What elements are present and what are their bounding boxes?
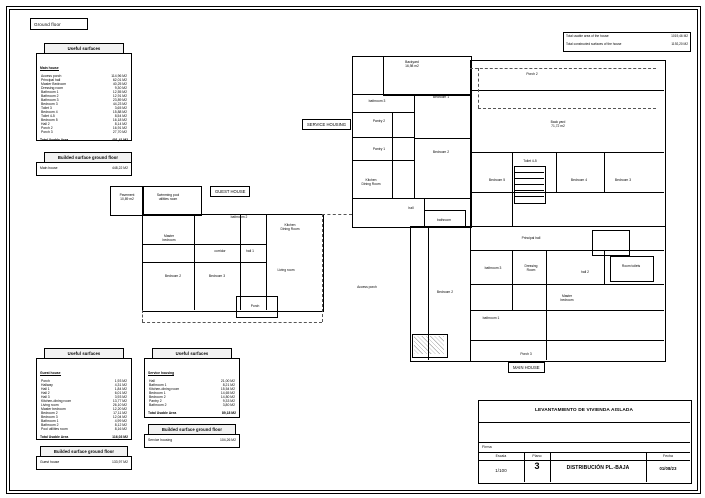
service-housing-built-body [144, 434, 240, 448]
guest-house-built-header-label: Builded surface ground floor [53, 449, 115, 455]
main-house-subtitle: Main house [40, 66, 59, 70]
room-label-bathroom-3: bathroom 3 [368, 99, 386, 103]
guest-wall-1 [142, 244, 266, 245]
surface-row-value: 14,65 M2 [220, 391, 235, 395]
tag-service-housing-label: SERVICE HOUSING [307, 122, 347, 127]
service-wall-7 [414, 94, 415, 198]
surface-row-name: Master bedroom [41, 407, 66, 411]
main-wall-v2 [556, 152, 557, 192]
surface-row-name: Bathroom 2 [41, 423, 59, 427]
room-label-bedroom-3g: Bedroom 3 [208, 274, 226, 278]
stair-step-3 [514, 184, 544, 185]
service-housing-total-row [148, 411, 236, 415]
room-label-toilet-4-5: Toilet 4-5 [523, 159, 537, 163]
surface-row-value: 16,18 M2 [112, 118, 127, 122]
main-house-total-value: 401,41 M2 [111, 138, 128, 142]
surface-row-value: 16,91 M2 [112, 126, 127, 130]
main-house-built-header-label: Builded surface ground floor [57, 155, 119, 161]
surface-row-value: 8,16 M2 [114, 427, 127, 431]
surface-row-name: Pantry 2 [149, 399, 162, 403]
surface-row-name: Bedroom 2 [149, 395, 166, 399]
surface-row-value: 3,65 M2 [114, 106, 127, 110]
surface-row-name: Principal hall [41, 78, 61, 82]
room-label-bedroom-2g: Bedroom 2 [164, 274, 182, 278]
surface-row-name: Living room [41, 403, 59, 407]
surface-row-name: Hall 1 [41, 387, 50, 391]
surface-row-name: Bedroom 2 [41, 411, 58, 415]
main-house-built-body [36, 162, 132, 176]
service-housing-useful-body [144, 358, 240, 418]
main-house-useful-body [36, 53, 132, 141]
surface-row-name: Bathroom 3 [41, 98, 59, 102]
guest-house-useful-header-label: Useful surfaces [67, 351, 101, 357]
main-house-useful-header-label: Useful surfaces [67, 46, 101, 52]
surface-row-value: 27,70 M2 [112, 130, 127, 134]
surface-row-value: 13,77 M2 [112, 399, 127, 403]
surface-row-value: 6,01 M2 [114, 391, 127, 395]
guest-house-built-label: Guest house [40, 460, 60, 464]
surface-row-name: Bathroom 2 [149, 403, 167, 407]
room-label-pantry-2: Pantry 2 [372, 119, 386, 123]
room-label-bathroom-3b: bathroom 3 [484, 266, 502, 270]
surface-row-value: 17,11 M2 [113, 411, 127, 415]
title-block-line1 [478, 422, 690, 423]
total-constructed-row [566, 43, 688, 47]
surface-row-value: 3,93 M2 [114, 395, 127, 399]
main-wall-1 [470, 90, 664, 91]
surface-row-name: Bedroom 5 [41, 118, 58, 122]
surface-row-value: 12,55 M2 [112, 90, 127, 94]
surface-row-name: Toilet 4-5 [41, 114, 55, 118]
surface-row-name: Hall 2 [41, 122, 50, 126]
surface-row-name: Dressing room [41, 86, 64, 90]
fecha-value: 01/08/23 [659, 466, 677, 471]
service-wall-6 [352, 198, 470, 199]
surface-row-value: 1,93 M2 [114, 379, 127, 383]
main-wall-2 [470, 152, 664, 153]
surface-row-name: Bathroom 1 [149, 383, 167, 387]
surface-row-name: Bathroom 1 [41, 90, 59, 94]
surface-row-value: 9,30 M2 [114, 86, 127, 90]
main-house-built-row [40, 166, 128, 170]
service-wall-3 [352, 137, 414, 138]
totals-box [563, 32, 691, 52]
room-label-bedroom-2b: Bedroom 2 [436, 290, 454, 294]
room-label-access-porch: Access porch [357, 285, 377, 289]
guest-house-total-label: Total Usable Area [40, 435, 69, 439]
surface-row-value: 44,23 M2 [112, 102, 127, 106]
room-label-kitchen-dining: Kitchen Dining Room [361, 178, 381, 186]
hatched-area [414, 336, 444, 354]
room-label-hall-1g: hall 1 [246, 249, 254, 253]
stair-step-1 [514, 172, 544, 173]
surface-row-value: 21,00 M2 [220, 379, 235, 383]
main-wall-v1 [512, 152, 513, 226]
pool-utilities-outline [142, 186, 202, 216]
site-line-bottom [142, 322, 322, 323]
guest-house-total-value: 116,03 M2 [112, 435, 128, 439]
surface-row-name: Hall 3 [41, 395, 50, 399]
total-usable-value: 1019,46 M2 [671, 34, 688, 38]
main-wall-v3 [604, 152, 605, 192]
escala-label: Escala [495, 454, 507, 458]
guest-house-built-row [40, 460, 128, 464]
service-wall-4 [352, 160, 414, 161]
room-label-bedroom-2-top: Bedroom 2 [432, 150, 450, 154]
surface-row-value: 9,33 M2 [222, 399, 235, 403]
room-label-back-yard: Back yard 71,72 m2 [550, 120, 566, 128]
surface-row-name: Hall [149, 379, 155, 383]
total-constructed-label: Total constructed surfaces of the house [566, 41, 622, 46]
room-label-living-room: Living room [277, 268, 295, 272]
total-usable-label: Total usable area of the house [566, 34, 609, 38]
floor-label-box [30, 18, 88, 30]
title-block-line4 [478, 460, 690, 461]
surface-row-value: 8,12 M2 [114, 423, 127, 427]
surface-row-name: Bedroom 3 [41, 102, 58, 106]
tag-main-house [508, 362, 545, 373]
surface-row-value: 8,14 M2 [114, 122, 127, 126]
surface-row-name: Bedroom 1 [149, 391, 166, 395]
room-label-bedroom-3: Bedroom 3 [614, 178, 632, 182]
service-wall-8 [392, 112, 393, 198]
access-porch-line [322, 214, 352, 215]
service-wall-2 [352, 112, 414, 113]
service-housing-total-label: Total Usable Area [148, 411, 177, 415]
fecha-label: Fecha [663, 454, 673, 458]
service-housing-useful-header-label: Useful surfaces [175, 351, 209, 357]
service-housing-built-value: 104,26 M2 [219, 438, 236, 442]
surface-row-name: Kitchen-dining room [149, 387, 180, 391]
surface-row-value: 26,10 M2 [112, 403, 127, 407]
room-label-porch-3: Porch 3 [520, 352, 532, 356]
surface-row-name: Hallway [41, 383, 53, 387]
surface-row-value: 4,99 M2 [114, 419, 127, 423]
room-label-corridor: corridor [214, 249, 226, 253]
stair-step-5 [514, 196, 544, 197]
surface-row-value: 62,01 M2 [112, 78, 127, 82]
room-label-porch-g: Porch [250, 304, 260, 308]
surface-row-name: Porch [41, 379, 50, 383]
plan-title: DISTRIBUCIÓN PL.-BAJA [566, 465, 630, 471]
surface-row-name: Bathroom 1 [41, 419, 59, 423]
surface-row-name: Bedroom 4 [41, 110, 58, 114]
room-label-porch-2: Porch 2 [526, 72, 538, 76]
surface-row-value: 1,84 M2 [114, 387, 127, 391]
site-line-vert3 [322, 214, 323, 322]
surface-row-name: Porch 2 [41, 126, 53, 130]
service-wall-9 [424, 198, 425, 226]
project-title: LEVANTAMIENTO DE VIVIENDA AISLADA [534, 408, 634, 413]
surface-row-value: 12,20 M2 [112, 407, 127, 411]
surface-row-name: Master Bedroom [41, 82, 67, 86]
room-label-bathroom-4: bathroom [437, 218, 451, 222]
site-line-vert [478, 68, 479, 108]
tag-service-housing [302, 119, 351, 130]
guest-house-useful-body [36, 358, 132, 440]
surface-row-value: 15,54 M2 [220, 387, 235, 391]
stair-step-2 [514, 178, 544, 179]
main-house-total-row [40, 138, 128, 142]
surface-row-name: Porch 3 [41, 130, 53, 134]
room-label-master-bedroom: Master bedroom [560, 294, 574, 302]
surface-row-value: 114,96 M2 [111, 74, 127, 78]
room-label-bedroom-5: Bedroom 5 [488, 178, 506, 182]
main-house-total-label: Total Usable Area [40, 138, 69, 142]
main-wall-3 [470, 192, 664, 193]
room-label-room-toilets: Room toilets [621, 264, 641, 268]
surface-row-value: 14,80 M2 [220, 395, 235, 399]
surface-row-value: 4,31 M2 [114, 383, 127, 387]
stair-step-4 [514, 190, 544, 191]
surface-row-name: Hall 2 [41, 391, 50, 395]
firma-label: Firma [482, 445, 492, 449]
room-label-kitchen-dining-g: Kitchen Dining Room [280, 223, 300, 231]
service-housing-total-value: 89,18 M2 [221, 411, 236, 415]
room-label-hall-service: hall [408, 206, 414, 210]
guest-house-total-row [40, 435, 128, 439]
main-house-built-value: 448,22 M2 [111, 166, 128, 170]
main-house-surface-table [40, 74, 128, 134]
plano-value: 3 [534, 461, 540, 471]
guest-wall-2 [142, 262, 266, 263]
room-label-master-bedroom-g: Master bedroom [162, 234, 176, 242]
guest-house-surface-table [40, 379, 128, 431]
tag-guest-house [210, 186, 250, 197]
room-label-backyard-top: Backyard 16,98 m2 [405, 60, 419, 68]
room-label-pantry-1: Pantry 1 [372, 147, 386, 151]
escala-value: 1/100 [495, 468, 507, 473]
site-line-mid [478, 108, 656, 109]
main-house-built-label: Main house [40, 166, 58, 170]
service-wall-5 [414, 138, 470, 139]
guest-house-subtitle: Guest house [40, 371, 61, 375]
surface-row-value: 3,80 M2 [222, 403, 235, 407]
surface-row-name: Kitchen-dining room [41, 399, 72, 403]
guest-house-built-body [36, 456, 132, 470]
service-housing-built-header-label: Builded surface ground floor [161, 427, 223, 433]
room-label-bathroom-1b: bathroom 1 [482, 316, 500, 320]
tag-main-house-label: MAIN HOUSE [513, 365, 540, 370]
pavement-outline [110, 186, 144, 216]
service-housing-surface-table [148, 379, 236, 407]
surface-row-name: Pool utilities room [41, 427, 68, 431]
surface-row-value: 23,89 M2 [112, 98, 127, 102]
guest-house-built-value: 133,97 M2 [111, 460, 128, 464]
title-block-line2 [478, 442, 690, 443]
room-label-bedroom-1-top: Bedroom 1 [432, 95, 450, 99]
surface-row-name: Access porch [41, 74, 62, 78]
surface-row-value: 8,54 M2 [114, 114, 127, 118]
site-line-top [470, 68, 656, 69]
floor-label: Ground floor [34, 21, 61, 27]
service-housing-built-row [148, 438, 236, 442]
room-label-swimming-pool: Swimming pool utilities room [156, 193, 180, 201]
surface-row-value: 12,04 M2 [112, 415, 127, 419]
service-housing-subtitle: Service housing [148, 371, 175, 375]
guest-wall-v1 [194, 214, 195, 310]
terrace-block-right [592, 230, 630, 256]
surface-row-value: 8,21 M2 [222, 383, 235, 387]
site-line-vert2 [142, 310, 143, 322]
room-label-bathroom-2g: bathroom 2 [230, 215, 248, 219]
surface-row-name: Toilet 3 [41, 106, 52, 110]
surface-row-name: Bathroom 2 [41, 94, 59, 98]
terrace-block-right2 [610, 256, 654, 282]
room-label-principal-hall: Principal hall [521, 236, 541, 240]
room-label-hall-2: hall 2 [581, 270, 589, 274]
room-label-dressing-room: Dressing Room [524, 264, 538, 272]
surface-row-value: 40,25 M2 [112, 82, 127, 86]
service-housing-built-label: Service housing [148, 438, 173, 442]
room-label-bedroom-4: Bedroom 4 [570, 178, 588, 182]
plano-label: Plano [532, 454, 542, 458]
total-constructed-value: 1192,20 M2 [671, 41, 688, 46]
room-label-pavement: Pavement 10,89 m2 [119, 193, 135, 201]
surface-row-name: Bedroom 3 [41, 415, 58, 419]
surface-row-value: 12,91 M2 [112, 94, 127, 98]
surface-row-value: 15,88 M2 [112, 110, 127, 114]
title-block-line3 [478, 452, 690, 453]
tag-guest-house-label: GUEST HOUSE [215, 189, 246, 194]
